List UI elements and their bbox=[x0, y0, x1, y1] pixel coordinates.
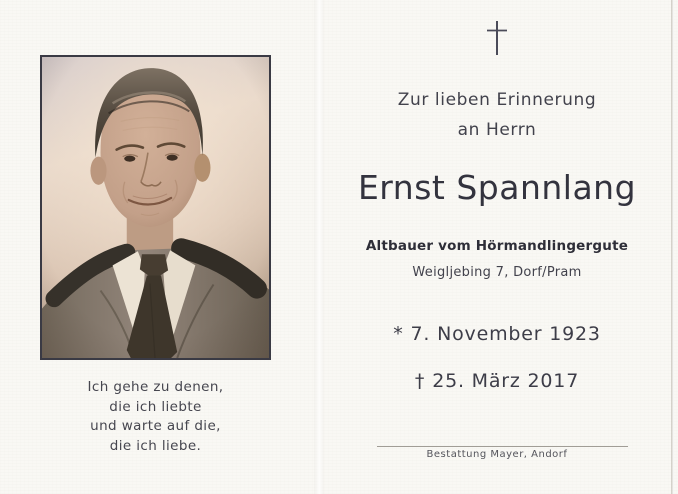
footer-divider bbox=[377, 446, 628, 447]
memorial-text-panel bbox=[339, 0, 655, 494]
card-fold-line bbox=[314, 0, 324, 494]
deceased-address: Weigljebing 7, Dorf/Pram bbox=[412, 265, 582, 280]
poem-line-3: und warte auf die, bbox=[90, 418, 221, 434]
portrait-illustration bbox=[42, 57, 269, 358]
memorial-poem bbox=[36, 378, 275, 456]
deceased-name: Ernst Spannlang bbox=[357, 168, 637, 207]
birth-date-line bbox=[339, 323, 655, 345]
death-cross-icon: † bbox=[414, 370, 426, 392]
intro-line-2: an Herrn bbox=[457, 120, 537, 140]
poem-line-1: Ich gehe zu denen, bbox=[87, 379, 224, 395]
deceased-role: Altbauer vom Hörmandlingergute bbox=[365, 238, 629, 254]
intro-line-1: Zur lieben Erinnerung bbox=[397, 90, 597, 110]
card-scan-edge bbox=[671, 0, 674, 494]
cross-wrap bbox=[339, 19, 655, 61]
cross-icon bbox=[484, 19, 510, 57]
birth-star-icon: * bbox=[393, 323, 404, 345]
birth-date: 7. November 1923 bbox=[410, 323, 601, 345]
portrait-photo bbox=[40, 55, 271, 360]
funeral-home-name: Bestattung Mayer, Andorf bbox=[426, 449, 568, 460]
poem-line-4: die ich liebe. bbox=[109, 437, 202, 454]
death-date: 25. März 2017 bbox=[432, 370, 580, 392]
poem-line-2: die ich liebte bbox=[109, 398, 202, 415]
death-date-line bbox=[339, 370, 655, 392]
